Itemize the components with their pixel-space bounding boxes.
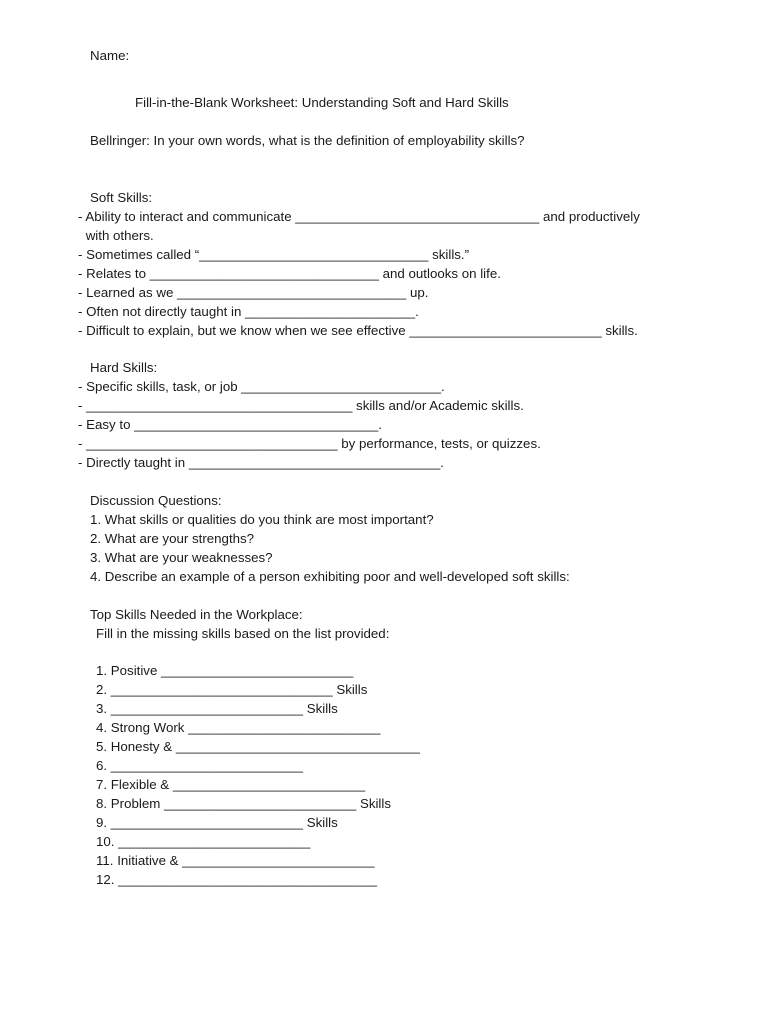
top-skill-item: 10. __________________________ — [96, 834, 311, 849]
discussion-question: 3. What are your weaknesses? — [90, 550, 273, 565]
top-skill-item: 7. Flexible & __________________________ — [96, 777, 366, 792]
soft-skills-line: - Relates to _______________________________ and outlooks on life. — [78, 266, 501, 281]
discussion-question: 2. What are your strengths? — [90, 531, 255, 546]
top-skills-instruction: Fill in the missing skills based on the list provided: — [96, 626, 390, 641]
discussion-heading: Discussion Questions: — [90, 493, 222, 508]
soft-skills-line: - Ability to interact and communicate _________________________________ and productively — [78, 209, 640, 224]
soft-skills-line: - Difficult to explain, but we know when we see effective __________________________ skills. — [78, 323, 638, 338]
hard-skills-line: - Specific skills, task, or job ___________________________. — [78, 379, 445, 394]
bellringer-question: Bellringer: In your own words, what is the definition of employability skills? — [90, 133, 525, 148]
top-skill-item: 9. __________________________ Skills — [96, 815, 338, 830]
top-skill-item: 6. __________________________ — [96, 758, 304, 773]
soft-skills-line: with others. — [82, 228, 154, 243]
discussion-question: 4. Describe an example of a person exhibiting poor and well-developed soft skills: — [90, 569, 570, 584]
top-skill-item: 12. ___________________________________ — [96, 872, 378, 887]
top-skill-item: 4. Strong Work __________________________ — [96, 720, 381, 735]
top-skill-item: 5. Honesty & _________________________________ — [96, 739, 420, 754]
soft-skills-line: - Learned as we _______________________________ up. — [78, 285, 429, 300]
hard-skills-line: - Directly taught in __________________________________. — [78, 455, 444, 470]
worksheet-title: Fill-in-the-Blank Worksheet: Understanding Soft and Hard Skills — [135, 95, 509, 110]
hard-skills-line: - __________________________________ by performance, tests, or quizzes. — [78, 436, 541, 451]
top-skill-item: 11. Initiative & __________________________ — [96, 853, 375, 868]
hard-skills-line: - ____________________________________ skills and/or Academic skills. — [78, 398, 524, 413]
discussion-question: 1. What skills or qualities do you think are most important? — [90, 512, 434, 527]
top-skills-heading: Top Skills Needed in the Workplace: — [90, 607, 303, 622]
soft-skills-heading: Soft Skills: — [90, 190, 153, 205]
hard-skills-heading: Hard Skills: — [90, 360, 158, 375]
soft-skills-line: - Sometimes called “_______________________________ skills.” — [78, 247, 470, 262]
hard-skills-line: - Easy to _________________________________. — [78, 417, 382, 432]
top-skill-item: 3. __________________________ Skills — [96, 701, 338, 716]
top-skill-item: 8. Problem __________________________ Skills — [96, 796, 391, 811]
soft-skills-line: - Often not directly taught in _______________________. — [78, 304, 419, 319]
name-label: Name: — [90, 48, 130, 63]
top-skill-item: 2. ______________________________ Skills — [96, 682, 368, 697]
top-skill-item: 1. Positive __________________________ — [96, 663, 354, 678]
